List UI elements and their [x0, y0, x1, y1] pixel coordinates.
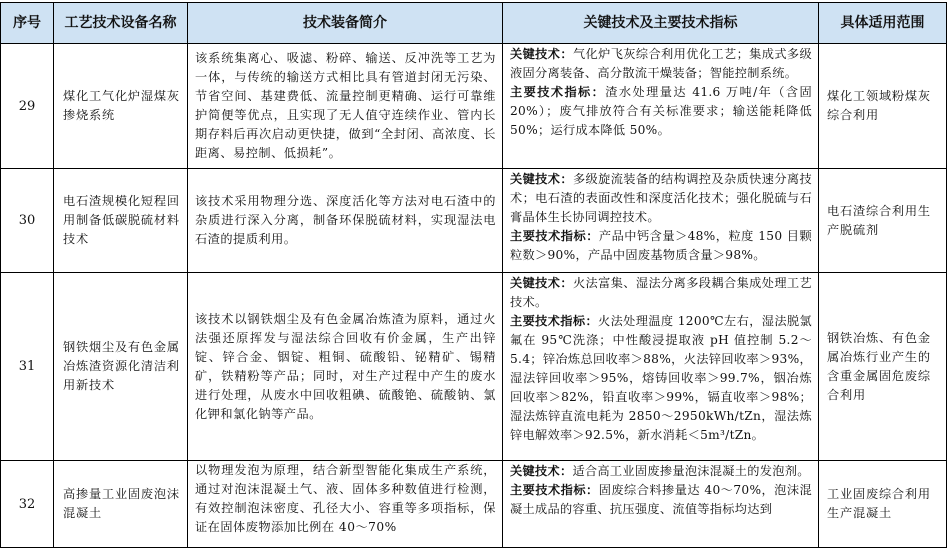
- row-scope: 煤化工领域粉煤灰综合利用: [819, 44, 947, 169]
- row-desc: [188, 461, 503, 548]
- main-index-text: 固废综合料掺量达 40～70%，泡沫混凝土成品的容重、抗压强度、流值等指标均达到: [510, 483, 812, 516]
- row-key-content: [510, 462, 812, 547]
- row-name: 高掺量工业固废泡沫混凝土: [54, 461, 188, 548]
- main-index-text: 产品中钙含量＞48%，粒度 150 目颗粒数＞90%，产品中固废基物质含量＞98%。: [510, 229, 812, 262]
- key-tech-label: 关键技术：: [510, 276, 573, 290]
- key-tech-label: 关键技术：: [510, 172, 573, 186]
- key-tech-text: 多级旋流装备的结构调控及杂质快速分离技术；电石渣的表面改性和深度活化技术；强化脱硫与石膏晶体生长协同调控技术。: [510, 172, 812, 224]
- main-index-label: 主要技术指标：: [510, 85, 606, 99]
- table-row: [1, 273, 947, 461]
- main-index-text: 渣水处理量达 41.6 万吨/年（含固20%）；废气排放符合有关标准要求；输送能耗降低 50%；运行成本降低 50%。: [510, 85, 812, 137]
- row-name: 煤化工气化炉湿煤灰掺烧系统: [54, 44, 188, 169]
- header-scope: 具体适用范围: [819, 3, 947, 44]
- row-key: [503, 44, 819, 169]
- row-scope: 工业固废综合利用生产混凝土: [819, 461, 947, 548]
- row-key: [503, 273, 819, 461]
- key-tech-text: 火法富集、湿法分离多段耦合集成处理工艺技术。: [510, 276, 812, 309]
- row-scope: 电石渣综合利用生产脱硫剂: [819, 169, 947, 273]
- main-index-text: 火法处理温度 1200℃左右，湿法脱氯氟在 95℃洗涤；中性酸浸提取液 pH 值控制 5.2～5.4；锌冶炼总回收率＞88%，火法锌回收率＞93%，湿法锌回收率＞95%，熔铸回收率＞99.7%，铟冶炼回收率＞82%，铅直收率＞99%，镉直收率＞98%；湿法炼锌直流电耗为 2850～2950kWh/tZn，湿法炼锌电解效率＞92.5%，新水消耗＜5m³/tZn。: [510, 314, 812, 442]
- row-desc: 该系统集离心、吸滤、粉碎、输送、反冲洗等工艺为一体，与传统的输送方式相比具有管道封闭无污染、节省空间、基建费低、流量控制更精确、运行可靠维护简便等优点，且实现了无人值守连续作业、管内长期存料后再次启动更快捷，做到“全封闭、高浓度、长距离、易控制、低损耗”。: [188, 44, 503, 169]
- row-num: 32: [1, 461, 54, 548]
- main-index-label: 主要技术指标：: [510, 314, 599, 328]
- header-num: 序号: [1, 3, 54, 44]
- row-desc-text: 以物理发泡为原理，结合新型智能化集成生产系统，通过对泡沫混凝土气、液、固体多种数值进行检测，有效控制泡沫密度、孔径大小、容重等多项指标，保证在固体废物添加比例在 40～70%: [195, 463, 496, 534]
- main-index-label: 主要技术指标：: [510, 229, 599, 243]
- row-num: 29: [1, 44, 54, 169]
- key-tech-text: 适合高工业固废掺量泡沫混凝土的发泡剂。: [572, 464, 810, 478]
- technology-table: [0, 2, 947, 548]
- row-key: [503, 461, 819, 548]
- key-tech-label: 关键技术：: [510, 464, 573, 478]
- row-name: 钢铁烟尘及有色金属冶炼渣资源化清洁利用新技术: [54, 273, 188, 461]
- key-tech-text: 气化炉飞灰综合利用优化工艺；集成式多级液固分离装备、高分散流干燥装备；智能控制系统。: [510, 47, 812, 80]
- table-row: [1, 461, 947, 548]
- row-key: [503, 169, 819, 273]
- row-num: 30: [1, 169, 54, 273]
- header-key: 关键技术及主要技术指标: [503, 3, 819, 44]
- row-num: 31: [1, 273, 54, 461]
- row-desc: 该技术采用物理分选、深度活化等方法对电石渣中的杂质进行深入分离，制备环保脱硫材料，实现湿法电石渣的提质利用。: [188, 169, 503, 273]
- header-desc: 技术装备简介: [188, 3, 503, 44]
- key-tech-label: 关键技术：: [510, 47, 573, 61]
- header-name: 工艺技术设备名称: [54, 3, 188, 44]
- table-header-row: [1, 3, 947, 44]
- row-name: 电石渣规模化短程回用制备低碳脱硫材料技术: [54, 169, 188, 273]
- table-row: [1, 169, 947, 273]
- row-scope: 钢铁冶炼、有色金属冶炼行业产生的含重金属固危废综合利用: [819, 273, 947, 461]
- table-row: [1, 44, 947, 169]
- row-desc: 该技术以钢铁烟尘及有色金属冶炼渣为原料，通过火法强还原挥发与湿法综合回收有价金属，生产出锌锭、锌合金、铟锭、粗铜、硫酸铅、铋精矿、锡精矿，铁精粉等产品；同时，对生产过程中产生的废水进行处理，从废水中回收粗碘、硫酸铯、硫酸钠、氯化钾和氯化钠等产品。: [188, 273, 503, 461]
- main-index-label: 主要技术指标：: [510, 483, 599, 497]
